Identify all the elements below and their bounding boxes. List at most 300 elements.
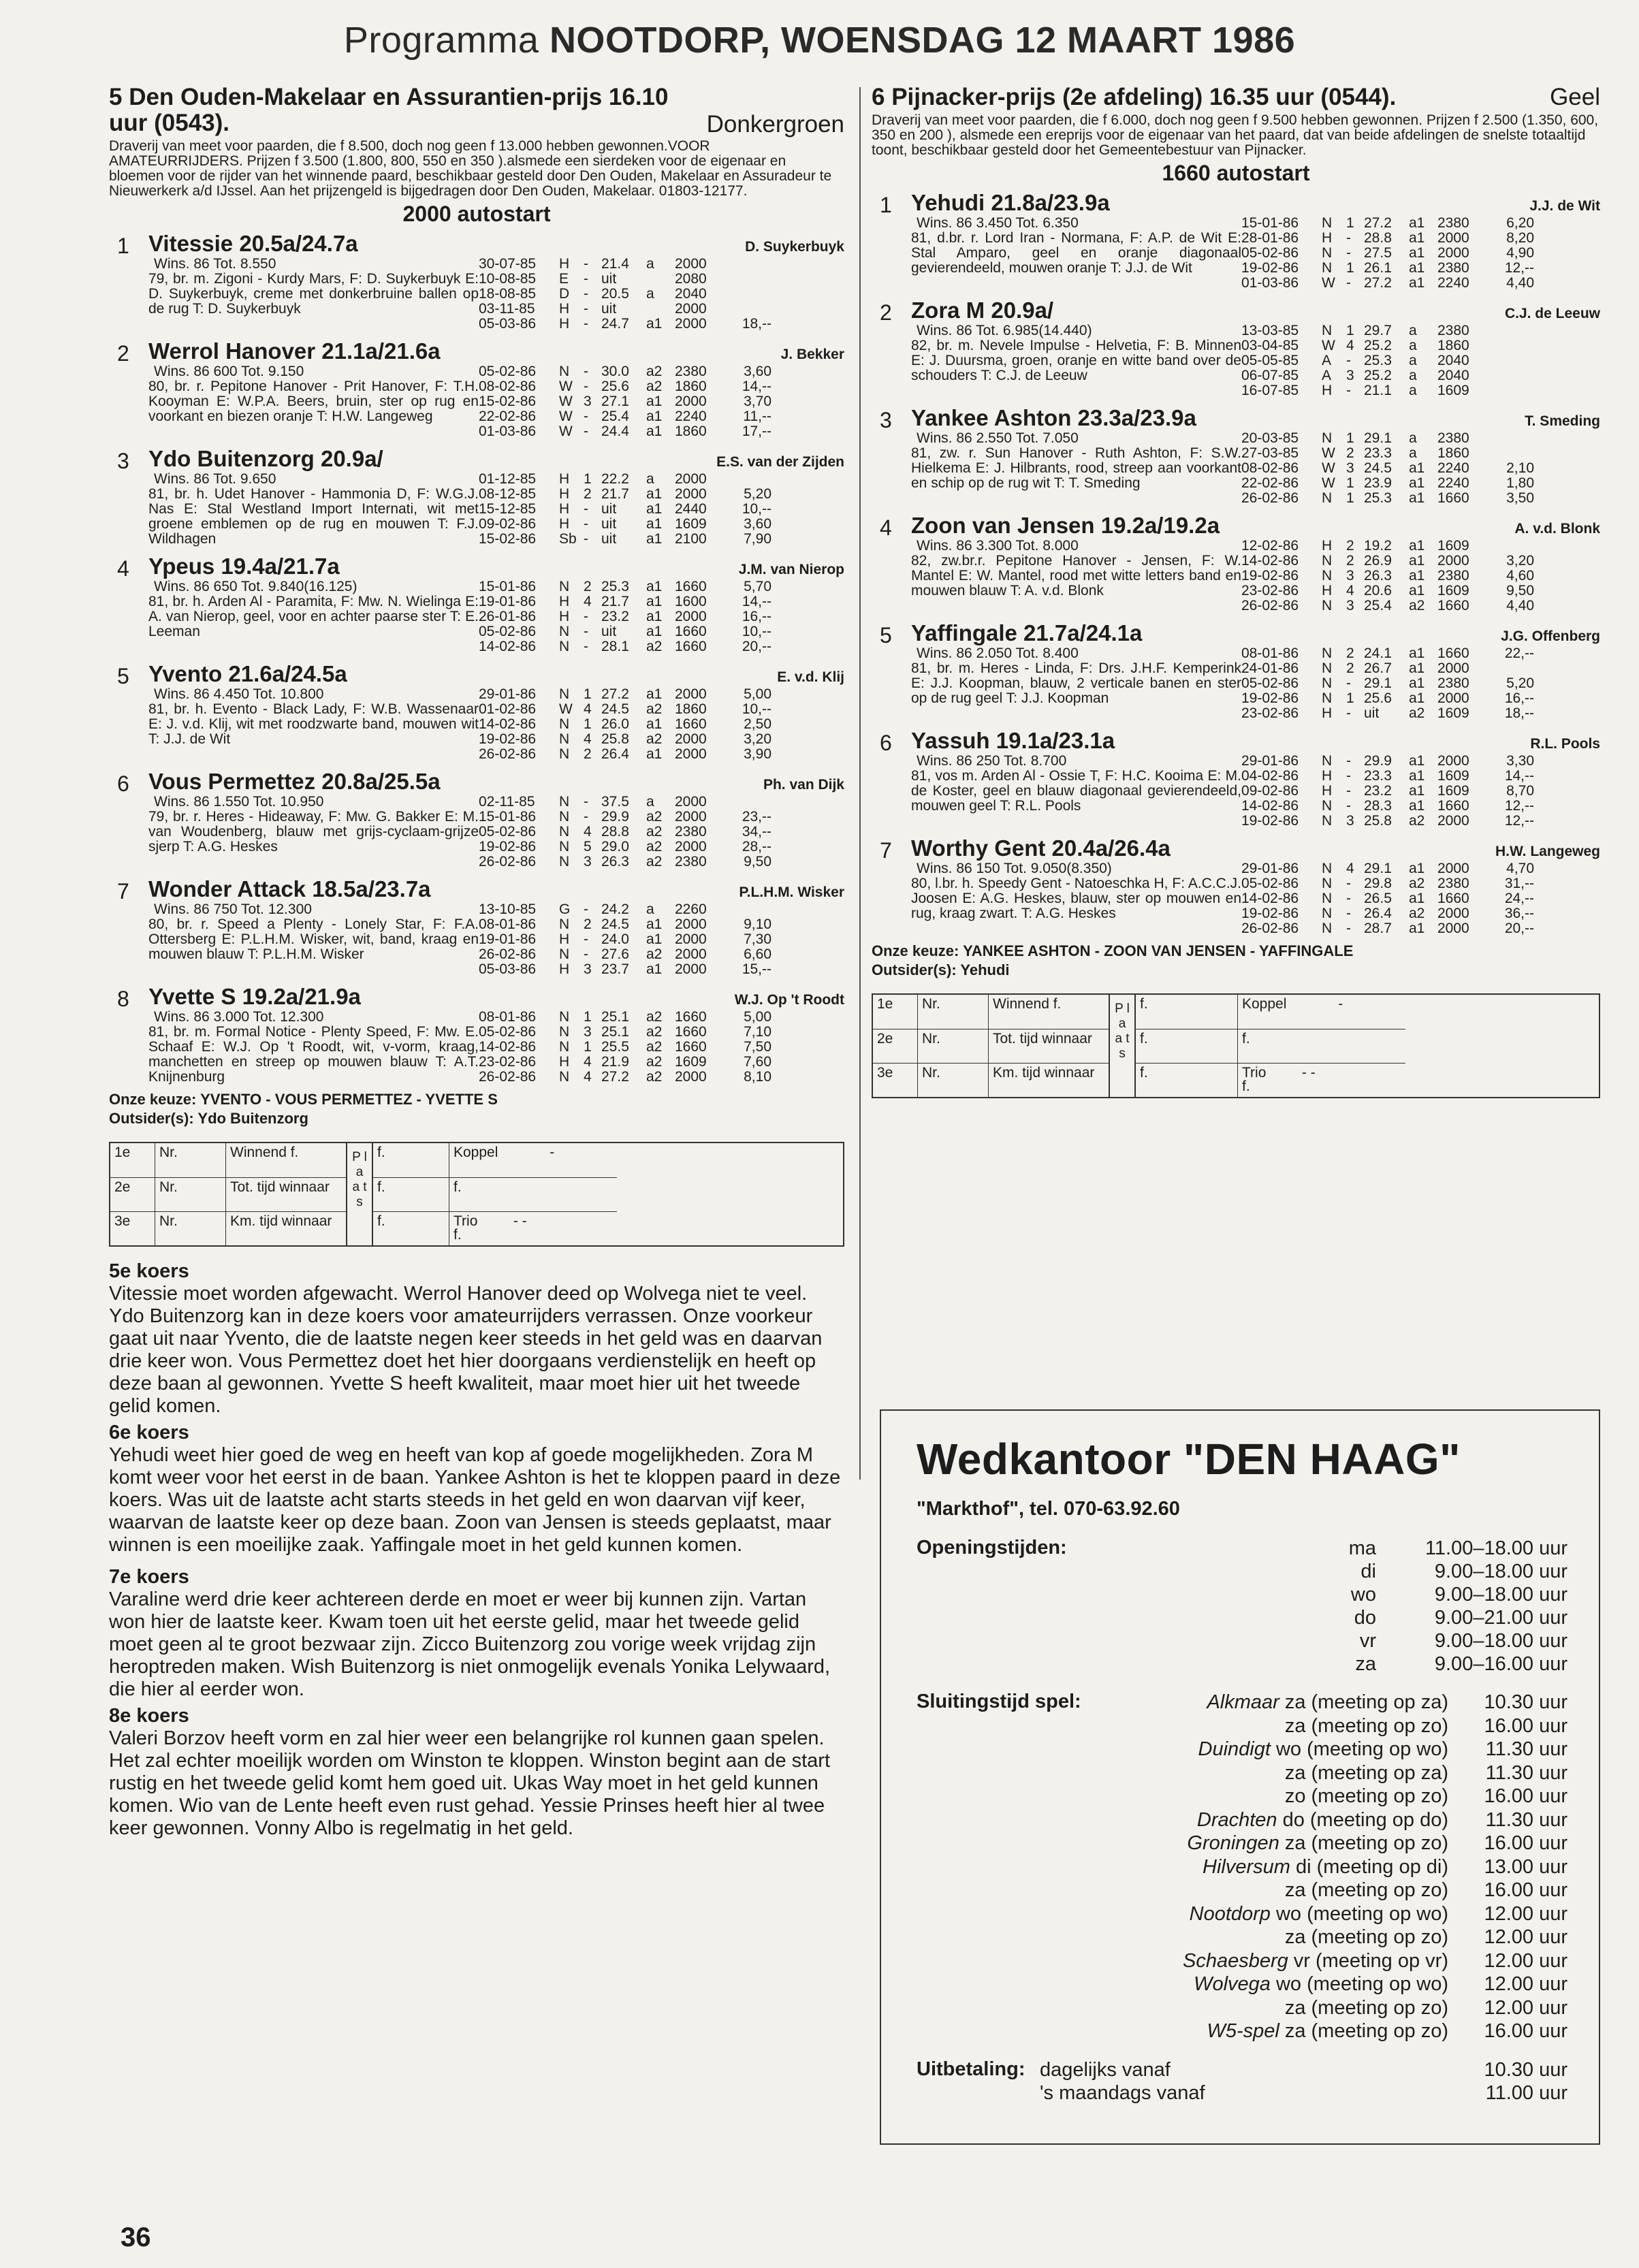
result-cell: a1 <box>1409 891 1425 906</box>
result-cell: 23.7 <box>601 961 629 977</box>
result-cell: N <box>1322 861 1333 876</box>
horse-winnings: Wins. 86 Tot. 9.650 <box>154 471 276 487</box>
result-cell: 25.6 <box>601 379 629 394</box>
horse-info <box>148 257 479 332</box>
closing-condition: wo (meeting op wo) <box>1275 1738 1448 1760</box>
horse-entry <box>872 190 1600 291</box>
result-cell: 1660 <box>675 1039 707 1055</box>
horse-name: Yaffingale 21.7a/24.1a <box>911 620 1143 645</box>
result-cell: 8,20 <box>1506 230 1534 246</box>
result-cell: 11,-- <box>743 409 771 424</box>
closing-row <box>1121 1926 1568 1949</box>
result-cell: 2,10 <box>1506 460 1534 476</box>
horse-trainer: A. v.d. Blonk <box>1514 521 1600 537</box>
horse-info <box>148 1010 479 1085</box>
horse-name: Yassuh 19.1a/23.1a <box>911 728 1115 753</box>
race-5-result-table <box>109 1142 844 1247</box>
result-row <box>1241 906 1578 921</box>
result-cell: 2000 <box>675 916 707 932</box>
closing-condition: za (meeting op zo) <box>1284 2020 1448 2042</box>
result-cell: N <box>1322 645 1333 661</box>
result-cell: N <box>559 1009 570 1025</box>
result-cell: 25.1 <box>601 1024 629 1040</box>
result-cell: N <box>559 946 570 962</box>
horse-info <box>911 323 1241 398</box>
result-cell: 17,-- <box>742 424 771 439</box>
horse-pedigree: 81, d.br. r. Lord Iran - Normana, F: A.P. de Wit E: Stal Amparo, geel en oranje diagonaal gevierendeeld, mouwen oranje T: J.J. de Wit <box>911 230 1241 276</box>
closing-time: 13.00 uur <box>1484 1855 1568 1878</box>
result-cell: 16-07-85 <box>1241 383 1299 398</box>
result-cell: 1 <box>1346 260 1354 276</box>
result-cell: uit <box>601 624 617 639</box>
horse-header <box>911 620 1600 646</box>
result-cell: - <box>584 809 588 825</box>
result-cell: 26-02-86 <box>479 854 537 869</box>
horse-number: 1 <box>880 193 892 217</box>
result-cell: 15-01-86 <box>1241 215 1299 231</box>
result-cell: 24.5 <box>601 916 629 932</box>
closing-condition: za (meeting op zo) <box>1284 1879 1448 1901</box>
result-cell: 1660 <box>675 1009 707 1025</box>
result-cell: 25.3 <box>1364 490 1392 506</box>
result-cell: a1 <box>1409 538 1425 554</box>
result-cell: 1609 <box>1437 705 1469 721</box>
result-cell: 25.2 <box>1364 368 1392 383</box>
result-cell: 2240 <box>1437 475 1469 491</box>
result-cell: 1660 <box>675 579 707 594</box>
result-cell: 2000 <box>675 746 707 762</box>
result-cell: - <box>584 424 588 439</box>
result-cell: a1 <box>1409 861 1425 876</box>
horse-details <box>911 431 1600 506</box>
result-cell: 2000 <box>675 809 707 825</box>
result-cell: a <box>646 286 654 302</box>
horse-pedigree: 81, br. h. Udet Hanover - Hammonia D, F: W.G.J. Nas E: Stal Westland Import Internati, wit met groene emblemen op de rug en mouwen T: F.J. Wildhagen <box>148 486 479 547</box>
horse-header <box>148 554 844 579</box>
closing-time: 12.00 uur <box>1484 1926 1568 1948</box>
closing-city: Groningen <box>1187 1832 1279 1854</box>
result-cell: - <box>584 379 588 394</box>
table-cell: Nr. <box>918 1029 989 1063</box>
ad-subtitle: "Markthof", tel. 070-63.92.60 <box>917 1498 1180 1520</box>
payout-row <box>1040 2058 1568 2081</box>
result-cell: 22.2 <box>601 471 629 487</box>
result-cell: 4 <box>584 594 592 609</box>
result-cell: 2000 <box>675 394 707 409</box>
result-cell: 28.7 <box>1364 921 1392 936</box>
result-cell: a2 <box>646 854 663 869</box>
horse-entry <box>872 405 1600 506</box>
horse-body <box>148 231 844 332</box>
result-cell: H <box>559 301 570 317</box>
result-cell: 2380 <box>1437 260 1469 276</box>
result-row <box>1241 476 1578 491</box>
result-cell: 4 <box>584 824 592 840</box>
result-cell: 16,-- <box>1504 690 1534 706</box>
result-cell: W <box>1322 445 1335 461</box>
result-row <box>1241 446 1578 461</box>
result-cell: 27.1 <box>601 394 629 409</box>
result-cell: N <box>559 579 570 594</box>
result-row <box>479 917 816 932</box>
result-cell: 4 <box>1346 583 1354 598</box>
result-cell <box>724 795 771 810</box>
race-6-column <box>872 84 1600 1098</box>
result-cell: 2000 <box>675 301 707 317</box>
horse-entry <box>109 769 844 869</box>
result-cell <box>1486 323 1534 338</box>
result-cell: a1 <box>1409 260 1425 276</box>
result-cell: 19-02-86 <box>1241 260 1299 276</box>
result-cell: 26.1 <box>1364 260 1392 276</box>
horse-body <box>911 513 1600 613</box>
result-cell: 4 <box>584 1069 592 1085</box>
horse-details <box>148 472 844 547</box>
opening-day: vr <box>1359 1630 1376 1652</box>
result-cell: 2380 <box>1437 568 1469 584</box>
opening-time: 9.00–18.00 uur <box>1434 1630 1568 1652</box>
result-cell: 2000 <box>1437 861 1469 876</box>
result-cell: a1 <box>646 916 663 932</box>
result-cell: 1609 <box>1437 383 1469 398</box>
result-row <box>1241 861 1578 876</box>
closing-time: 12.00 uur <box>1484 1902 1568 1925</box>
result-cell: 14-02-86 <box>479 639 537 654</box>
opening-hours <box>917 1537 1568 1676</box>
horse-pedigree: 81, br. h. Arden Al - Paramita, F: Mw. N. Wielinga E: A. van Nierop, geel, voor en achter paarse ster T: E. Leeman <box>148 594 479 639</box>
result-cell: 1,80 <box>1506 475 1534 491</box>
horse-info <box>911 754 1241 829</box>
result-cell: a1 <box>646 716 663 732</box>
result-row <box>479 1055 816 1070</box>
result-cell: 5,00 <box>744 686 771 702</box>
horse-entry <box>872 620 1600 721</box>
horse-body <box>148 876 844 977</box>
horse-name: Wonder Attack 18.5a/23.7a <box>148 876 431 901</box>
result-cell: 27.2 <box>601 1069 629 1085</box>
result-cell: a1 <box>1409 768 1425 784</box>
closing-row <box>1121 1714 1568 1738</box>
horse-pedigree: 82, zw.br.r. Pepitone Hanover - Jensen, F: W. Mantel E: W. Mantel, rood met witte letters band en mouwen blauw T: A. v.d. Blonk <box>911 553 1241 598</box>
result-cell: W <box>559 409 573 424</box>
horse-trainer: J. Bekker <box>780 347 844 362</box>
result-cell: - <box>1346 230 1351 246</box>
result-cell: H <box>559 931 570 947</box>
result-row <box>1241 646 1578 661</box>
closing-city: Alkmaar <box>1207 1691 1279 1713</box>
result-cell: N <box>559 916 570 932</box>
horse-details <box>148 579 844 654</box>
result-cell: 1 <box>584 1009 592 1025</box>
result-cell: a <box>1409 383 1417 398</box>
result-cell: 29.9 <box>601 809 629 825</box>
race-6-distance: 1660 autostart <box>1162 161 1310 185</box>
result-cell: a2 <box>646 731 663 747</box>
result-cell: 4,90 <box>1506 245 1534 261</box>
result-row <box>479 932 816 947</box>
horse-number: 1 <box>117 234 129 258</box>
result-cell: - <box>584 624 588 639</box>
closing-time: 12.00 uur <box>1484 1996 1568 2019</box>
closing-city: Drachten <box>1196 1808 1277 1831</box>
table-cell: Nr. <box>155 1211 226 1245</box>
result-cell: a1 <box>646 531 663 547</box>
commentary-heading: 7e koers <box>109 1566 189 1588</box>
race-6-description: Draverij van meet voor paarden, die f 6.000, doch nog geen f 9.500 hebben gewonnen. Prijzen f 2.500 (1.350, 600, 350 en 200 ), alsmede een ereprijs voor de eigenaar van het paard, dat van beide afdelingen de snelste totaaltijd toont, beschikbaar gesteld door het Gemeentebestuur van Pijnacker. <box>872 112 1599 158</box>
result-row <box>479 394 816 409</box>
result-cell: 3,30 <box>1506 753 1534 769</box>
result-cell <box>724 302 771 317</box>
result-cell: W <box>1322 460 1335 476</box>
result-cell: a <box>646 794 654 810</box>
result-cell: 30-07-85 <box>479 256 537 272</box>
result-cell: 05-02-86 <box>1241 245 1299 261</box>
result-cell: 24.2 <box>601 901 629 917</box>
result-row <box>1241 891 1578 906</box>
horse-body <box>148 554 844 654</box>
result-cell: 05-05-85 <box>1241 353 1299 368</box>
result-cell: a1 <box>1409 753 1425 769</box>
payout-label: Uitbetaling: <box>917 2058 1025 2080</box>
result-cell: 1600 <box>675 594 707 609</box>
result-cell: 2000 <box>1437 906 1469 921</box>
result-cell: - <box>584 794 588 810</box>
result-cell: 2240 <box>1437 275 1469 291</box>
payout-time: 10.30 uur <box>1484 2058 1568 2081</box>
ad-title: Wedkantoor "DEN HAAG" <box>917 1435 1461 1484</box>
result-cell: - <box>1346 245 1351 261</box>
horse-number: 7 <box>117 879 129 904</box>
result-cell: 2 <box>584 916 592 932</box>
result-cell <box>724 902 771 917</box>
result-cell: - <box>1346 921 1351 936</box>
horse-header <box>911 298 1600 323</box>
horse-info <box>911 646 1241 721</box>
result-cell: 20-03-85 <box>1241 430 1299 446</box>
horse-winnings: Wins. 86 3.450 Tot. 6.350 <box>917 215 1079 231</box>
result-cell: 3,60 <box>744 364 771 379</box>
result-row <box>479 409 816 424</box>
result-cell: a <box>1409 445 1417 461</box>
result-cell: 9,10 <box>744 916 771 932</box>
result-cell: a2 <box>1409 598 1425 613</box>
result-cell: 15-01-86 <box>479 809 537 825</box>
result-cell: N <box>1322 906 1333 921</box>
result-cell: N <box>1322 215 1333 231</box>
horse-header <box>911 405 1600 431</box>
table-cell: f. <box>1136 1029 1238 1063</box>
result-cell: a2 <box>1409 906 1425 921</box>
result-cell: H <box>559 1054 570 1070</box>
result-cell: N <box>1322 753 1333 769</box>
result-cell: 2000 <box>675 961 707 977</box>
table-cell: Trio - - f. <box>1238 1063 1405 1097</box>
result-cell: 2000 <box>675 316 707 332</box>
race-5-choice: Onze keuze: YVENTO - VOUS PERMETTEZ - YVETTE S <box>109 1091 498 1108</box>
result-cell: N <box>559 1024 570 1040</box>
result-cell: 4,70 <box>1506 861 1534 876</box>
horse-header <box>148 231 844 257</box>
result-cell: a1 <box>646 624 663 639</box>
result-cell: 3 <box>1346 460 1354 476</box>
result-cell: 2440 <box>675 501 707 517</box>
opening-row <box>1141 1652 1568 1676</box>
result-cell: 2000 <box>675 794 707 810</box>
table-cell: Tot. tijd winnaar <box>226 1177 346 1211</box>
result-cell: uit <box>1364 705 1380 721</box>
result-cell: 1 <box>584 1039 592 1055</box>
horse-details <box>911 323 1600 398</box>
commentary-heading: 8e koers <box>109 1705 189 1727</box>
result-cell: 14,-- <box>742 379 771 394</box>
result-cell: 14,-- <box>742 594 771 609</box>
table-cell: Koppel - <box>1242 996 1343 1012</box>
result-cell: 19-02-86 <box>479 839 537 855</box>
closing-row <box>1121 2019 1568 2043</box>
race-5-color: Donkergroen <box>706 111 844 138</box>
horse-header <box>148 338 844 364</box>
horse-body <box>911 835 1600 936</box>
result-cell: 22,-- <box>1504 645 1534 661</box>
result-cell: 3 <box>1346 568 1354 584</box>
column-divider <box>859 87 861 1480</box>
result-cell: 9,50 <box>744 854 771 869</box>
closing-condition: za (meeting op zo) <box>1284 1714 1448 1737</box>
result-row <box>479 717 816 732</box>
result-cell: 19.2 <box>1364 538 1392 554</box>
result-cell: - <box>1346 768 1351 784</box>
result-cell: 21.7 <box>601 594 629 609</box>
result-cell: 4 <box>584 1054 592 1070</box>
result-cell: 7,30 <box>744 931 771 947</box>
closing-time: 16.00 uur <box>1484 1714 1568 1737</box>
result-cell: 2380 <box>675 824 707 840</box>
result-cell <box>1486 353 1534 368</box>
result-row <box>1241 431 1578 446</box>
result-cell: 3 <box>584 394 592 409</box>
result-cell: a2 <box>646 1024 663 1040</box>
horse-name: Yankee Ashton 23.3a/23.9a <box>911 405 1196 430</box>
horse-number: 4 <box>880 515 892 540</box>
horse-pedigree: 79, br. m. Zigoni - Kurdy Mars, F: D. Suykerbuyk E: D. Suykerbuyk, creme met donkerbruine ballen op de rug T: D. Suykerbuyk <box>148 271 479 317</box>
result-cell: W <box>559 379 573 394</box>
result-cell: 2 <box>1346 645 1354 661</box>
table-cell: f. <box>1136 995 1238 1029</box>
table-cell: 3e <box>110 1211 155 1245</box>
horse-name: Zoon van Jensen 19.2a/19.2a <box>911 513 1220 538</box>
horse-body <box>911 298 1600 398</box>
result-cell: 12,-- <box>1504 260 1534 276</box>
horse-info <box>911 216 1241 291</box>
result-cell: 6,60 <box>744 946 771 962</box>
result-cell: 28.3 <box>1364 798 1392 814</box>
result-cell: a2 <box>646 839 663 855</box>
result-row <box>479 825 816 840</box>
result-cell: 01-12-85 <box>479 471 537 487</box>
result-cell: 27.2 <box>1364 215 1392 231</box>
result-cell: 24.7 <box>601 316 629 332</box>
result-row <box>479 257 816 272</box>
result-row <box>1241 769 1578 784</box>
result-cell: 2 <box>584 746 592 762</box>
horse-body <box>911 405 1600 506</box>
result-row <box>1241 691 1578 706</box>
result-cell: - <box>584 271 588 287</box>
result-cell: 7,90 <box>744 531 771 547</box>
result-cell: 2380 <box>675 854 707 869</box>
result-row <box>1241 784 1578 799</box>
result-cell: N <box>559 746 570 762</box>
result-cell: H <box>559 486 570 502</box>
result-row <box>479 487 816 502</box>
result-cell: 08-02-86 <box>1241 460 1299 476</box>
horse-details <box>911 754 1600 829</box>
table-cell: Km. tijd winnaar <box>226 1211 346 1245</box>
result-cell: N <box>1322 891 1333 906</box>
horse-trainer: D. Suykerbuyk <box>745 239 844 255</box>
result-cell: a1 <box>646 394 663 409</box>
result-row <box>1241 661 1578 676</box>
result-cell: a <box>1409 368 1417 383</box>
result-cell: 3,20 <box>1506 553 1534 569</box>
payout-text: dagelijks vanaf <box>1040 2058 1171 2081</box>
result-cell: 26-01-86 <box>479 609 537 624</box>
result-row <box>479 840 816 855</box>
table-cell: f. <box>373 1143 449 1177</box>
closing-time: 11.30 uur <box>1485 1738 1568 1760</box>
horse-results <box>479 795 816 869</box>
closing-condition: vr (meeting op vr) <box>1293 1949 1448 1972</box>
horse-body <box>148 446 844 547</box>
horse-pedigree: 80, br. r. Speed a Plenty - Lonely Star, F: F.A. Ottersberg E: P.L.H.M. Wisker, wit, band, kraag en mouwen blauw T: P.L.H.M. Wisker <box>148 916 479 962</box>
result-row <box>479 317 816 332</box>
closing-city: W5-spel <box>1207 2020 1279 2042</box>
result-cell: 3,90 <box>744 746 771 762</box>
result-cell: 8,10 <box>744 1069 771 1085</box>
result-cell: a1 <box>646 516 663 532</box>
result-row <box>479 364 816 379</box>
result-cell: 05-03-86 <box>479 961 537 977</box>
result-row <box>1241 216 1578 231</box>
table-cell: Nr. <box>918 1063 989 1097</box>
opening-row <box>1141 1560 1568 1583</box>
result-cell: 2380 <box>675 364 707 379</box>
result-cell: a1 <box>646 931 663 947</box>
result-cell: 1860 <box>675 701 707 717</box>
result-cell: 05-02-86 <box>479 624 537 639</box>
result-cell: a2 <box>646 639 663 654</box>
result-cell: - <box>1346 906 1351 921</box>
horse-name: Ydo Buitenzorg 20.9a/ <box>148 446 383 471</box>
result-cell: 24.5 <box>1364 460 1392 476</box>
result-cell: a1 <box>646 746 663 762</box>
result-cell: 08-01-86 <box>479 916 537 932</box>
race-5-distance: 2000 autostart <box>402 202 551 226</box>
result-cell: 19-02-86 <box>1241 568 1299 584</box>
result-cell: a1 <box>1409 660 1425 676</box>
closing-row <box>1121 1902 1568 1926</box>
result-cell: 3 <box>1346 368 1354 383</box>
result-cell: N <box>559 854 570 869</box>
result-row <box>1241 276 1578 291</box>
horse-winnings: Wins. 86 650 Tot. 9.840(16.125) <box>154 579 357 594</box>
opening-day: ma <box>1348 1537 1376 1559</box>
result-cell: 21.7 <box>601 486 629 502</box>
result-cell: - <box>584 256 588 272</box>
result-cell: 1860 <box>1437 338 1469 353</box>
result-cell: 6,20 <box>1506 215 1534 231</box>
result-cell: 1660 <box>675 1024 707 1040</box>
